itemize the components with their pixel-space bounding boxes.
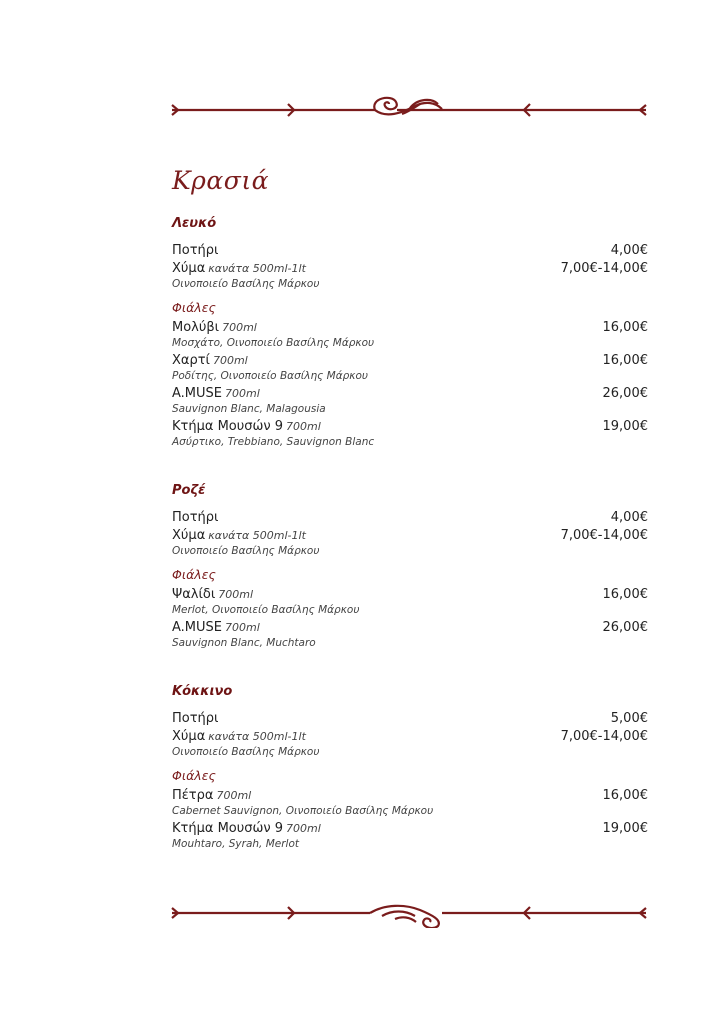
page-title: Κρασιά (172, 166, 270, 195)
menu-item (172, 385, 648, 403)
item-name: A.MUSE (172, 620, 222, 635)
item-price: 16,00€ (602, 353, 648, 368)
item-description: Ροδίτης, Οινοποιείο Βασίλης Μάρκου (172, 370, 368, 382)
item-description: Οινοποιείο Βασίλης Μάρκου (172, 545, 320, 557)
item-name-group (172, 619, 260, 637)
item-price: 16,00€ (602, 587, 648, 602)
item-description: Merlot, Οινοποιείο Βασίλης Μάρκου (172, 604, 360, 616)
group-heading: Φιάλες (172, 768, 216, 783)
item-price: 4,00€ (610, 510, 648, 525)
item-description: Ασύρτικο, Trebbiano, Sauvignon Blanc (172, 436, 375, 448)
item-description: Μοσχάτο, Οινοποιείο Βασίλης Μάρκου (172, 337, 375, 349)
item-price: 5,00€ (610, 711, 648, 726)
item-size: 700ml (286, 822, 321, 835)
menu-item (172, 527, 648, 545)
item-name: Ψαλίδι (172, 587, 216, 602)
menu-item (172, 260, 648, 278)
item-size: 700ml (212, 354, 248, 367)
item-name-group (172, 418, 321, 436)
item-name: Χύμα (172, 729, 206, 744)
item-description: Mouhtaro, Syrah, Merlot (172, 838, 300, 850)
item-name-group (172, 710, 218, 728)
item-price: 16,00€ (602, 320, 648, 335)
wine-section (172, 682, 648, 853)
menu-item (172, 820, 648, 838)
item-name-group (172, 242, 218, 260)
wine-list (172, 214, 648, 883)
item-name: A.MUSE (172, 386, 222, 401)
item-price: 19,00€ (602, 419, 648, 434)
menu-item (172, 586, 648, 604)
menu-item (172, 352, 648, 370)
item-name: Κτήμα Μουσών 9 (172, 419, 284, 434)
item-name: Χύμα (172, 528, 206, 543)
menu-item (172, 319, 648, 337)
item-name-group (172, 728, 306, 746)
item-size: 700ml (222, 321, 257, 334)
item-price: 19,00€ (602, 821, 648, 836)
item-name-group (172, 509, 218, 527)
item-description: Sauvignon Blanc, Malagousia (172, 403, 326, 415)
ornamental-divider-top (170, 92, 648, 122)
item-size: κανάτα 500ml-1lt (208, 262, 306, 275)
menu-item (172, 242, 648, 260)
section-heading: Κόκκινο (172, 684, 233, 699)
item-size: 700ml (216, 789, 252, 802)
menu-item (172, 418, 648, 436)
item-name: Ποτήρι (172, 510, 219, 525)
item-name-group (172, 385, 260, 403)
item-name: Ποτήρι (172, 711, 219, 726)
item-size: 700ml (218, 588, 254, 601)
item-name-group (172, 260, 306, 278)
item-price: 7,00€-14,00€ (560, 528, 648, 543)
menu-item (172, 509, 648, 527)
item-price: 26,00€ (602, 386, 648, 401)
menu-item (172, 728, 648, 746)
menu-item (172, 619, 648, 637)
item-name: Κτήμα Μουσών 9 (172, 821, 284, 836)
item-price: 16,00€ (602, 788, 648, 803)
wine-section (172, 481, 648, 652)
item-name: Μολύβι (172, 320, 220, 335)
wine-section (172, 214, 648, 451)
item-name-group (172, 586, 253, 604)
item-price: 7,00€-14,00€ (560, 729, 648, 744)
section-heading: Λευκό (172, 216, 217, 231)
item-name: Χαρτί (172, 353, 210, 368)
item-size: κανάτα 500ml-1lt (208, 730, 306, 743)
item-name-group (172, 352, 248, 370)
item-size: 700ml (225, 621, 260, 634)
menu-item (172, 787, 648, 805)
item-name: Χύμα (172, 261, 206, 276)
menu-item (172, 710, 648, 728)
item-name-group (172, 319, 257, 337)
item-price: 4,00€ (610, 243, 648, 258)
item-name: Πέτρα (172, 788, 214, 803)
item-description: Οινοποιείο Βασίλης Μάρκου (172, 746, 320, 758)
ornamental-divider-bottom (170, 898, 648, 928)
item-name-group (172, 787, 251, 805)
item-name-group (172, 527, 306, 545)
item-description: Cabernet Sauvignon, Οινοποιείο Βασίλης Μάρκου (172, 805, 434, 817)
item-size: 700ml (225, 387, 260, 400)
section-heading: Ροζέ (172, 483, 206, 498)
item-description: Οινοποιείο Βασίλης Μάρκου (172, 278, 320, 290)
item-price: 7,00€-14,00€ (560, 261, 648, 276)
item-name: Ποτήρι (172, 243, 219, 258)
item-name-group (172, 820, 321, 838)
item-size: κανάτα 500ml-1lt (208, 529, 306, 542)
item-price: 26,00€ (602, 620, 648, 635)
group-heading: Φιάλες (172, 567, 216, 582)
item-size: 700ml (286, 420, 321, 433)
item-description: Sauvignon Blanc, Muchtaro (172, 637, 316, 649)
group-heading: Φιάλες (172, 300, 216, 315)
